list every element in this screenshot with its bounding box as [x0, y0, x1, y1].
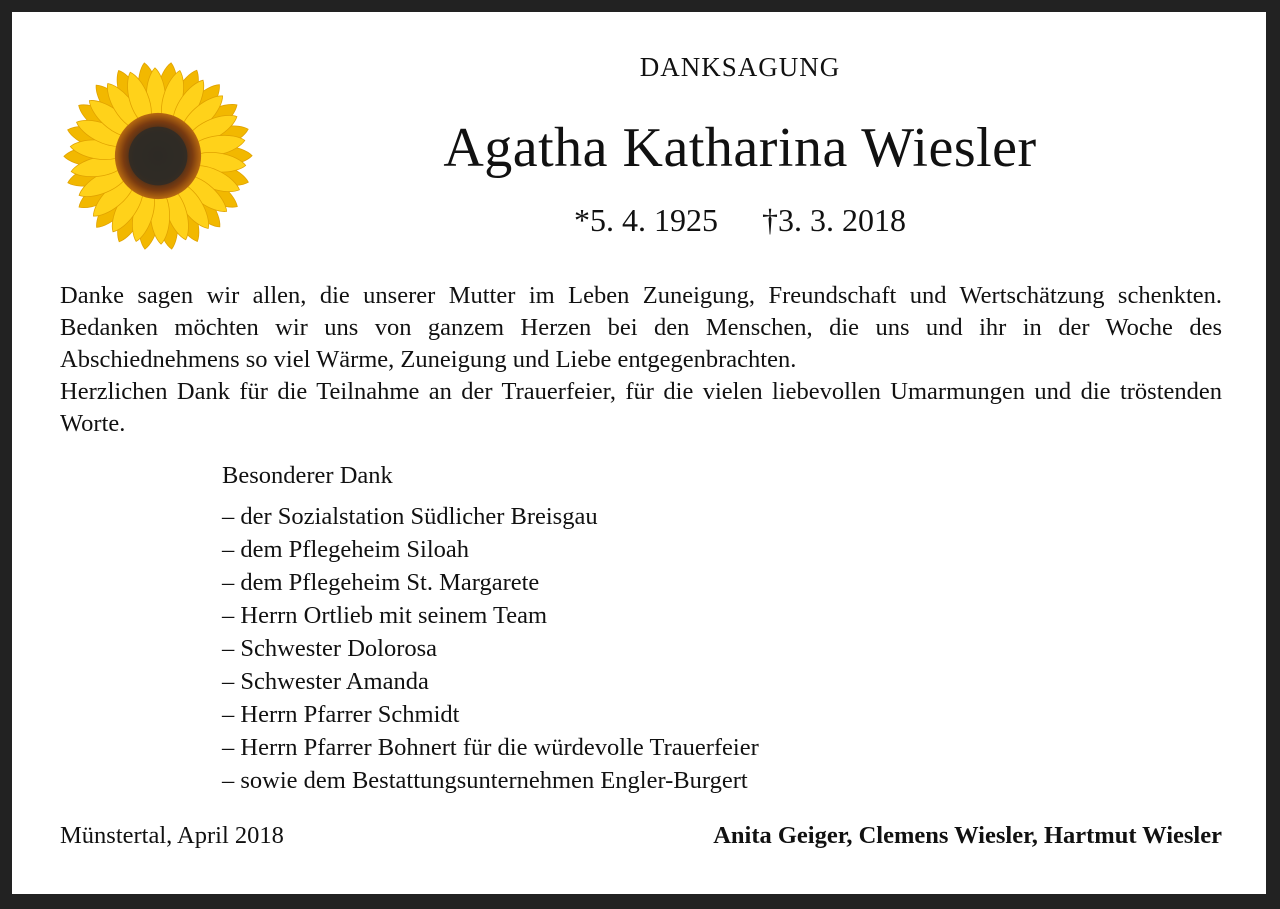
- list-item: – Herrn Pfarrer Schmidt: [222, 701, 460, 728]
- notice-label: DANKSAGUNG: [639, 52, 841, 82]
- list-item: – Schwester Amanda: [222, 668, 429, 695]
- list-item: – dem Pflegeheim Siloah: [222, 536, 469, 563]
- list-item: – sowie dem Bestattungsunternehmen Engler-Burgert: [222, 767, 748, 794]
- special-thanks-heading: Besonderer Dank: [222, 462, 393, 489]
- death-date: †3. 3. 2018: [762, 202, 906, 238]
- special-thanks: [222, 460, 759, 797]
- birth-date: *5. 4. 1925: [574, 202, 718, 238]
- list-item: – der Sozialstation Südlicher Breisgau: [222, 503, 598, 530]
- special-thanks-list: [222, 500, 759, 797]
- life-dates: [12, 202, 1266, 239]
- paragraph: Danke sagen wir allen, die unserer Mutter im Leben Zuneigung, Freundschaft und Wertschätzung schenkten. Bedanken möchten wir uns von ganzem Herzen bei den Menschen, die uns und ihr in der Woche des Abschiednehmens so viel Wärme, Zuneigung und Liebe entgegenbrachten.: [60, 282, 1222, 373]
- thanks-text: [60, 280, 1222, 440]
- list-item: – Schwester Dolorosa: [222, 635, 438, 662]
- list-item: – Herrn Ortlieb mit seinem Team: [222, 602, 548, 629]
- list-item: – dem Pflegeheim St. Margarete: [222, 569, 540, 596]
- obituary-notice: [12, 12, 1266, 894]
- paragraph: Herzlichen Dank für die Teilnahme an der Trauerfeier, für die vielen liebevollen Umarmungen und die tröstenden Worte.: [60, 378, 1222, 437]
- signatories: Anita Geiger, Clemens Wiesler, Hartmut Wiesler: [713, 822, 1222, 849]
- deceased-name: Agatha Katharina Wiesler: [443, 117, 1037, 179]
- place-date: Münstertal, April 2018: [60, 822, 284, 849]
- list-item: – Herrn Pfarrer Bohnert für die würdevolle Trauerfeier: [222, 734, 759, 761]
